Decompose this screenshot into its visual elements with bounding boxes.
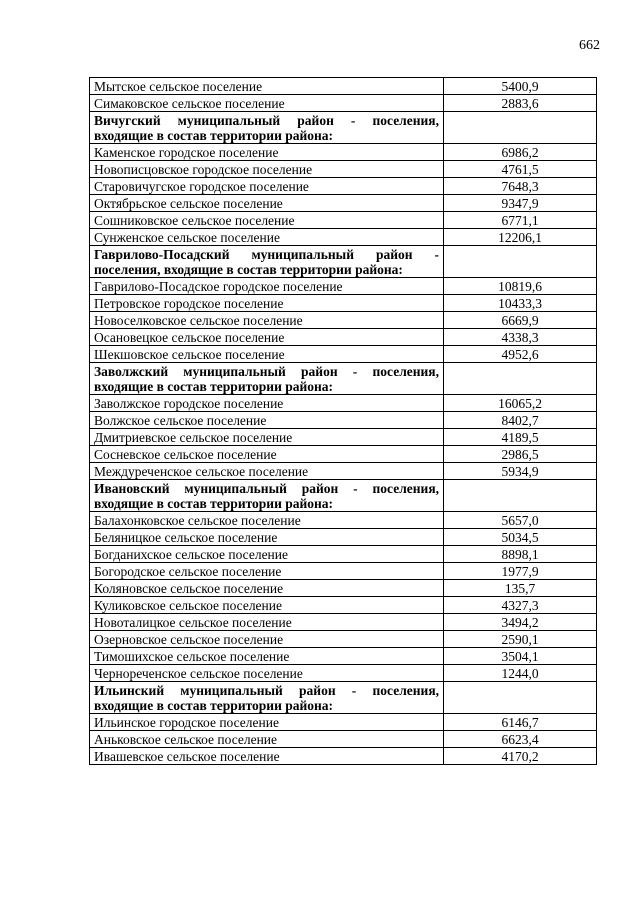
table-row (90, 329, 597, 346)
table-row (90, 278, 597, 295)
district-header-cell: Заволжский муниципальный район - поселения, входящие в состав территории района: (90, 363, 444, 395)
table-row (90, 731, 597, 748)
table-row (90, 412, 597, 429)
settlement-name-cell: Волжское сельское поселение (90, 412, 444, 429)
settlement-name-cell: Аньковское сельское поселение (90, 731, 444, 748)
settlement-name-cell: Чернореченское сельское поселение (90, 665, 444, 682)
table-row (90, 463, 597, 480)
table-row (90, 178, 597, 195)
table-row (90, 631, 597, 648)
district-header-row (90, 480, 597, 512)
table-row (90, 346, 597, 363)
table-row (90, 295, 597, 312)
table-row (90, 429, 597, 446)
value-cell: 3494,2 (444, 614, 597, 631)
table-row (90, 212, 597, 229)
settlement-name-cell: Новописцовское городское поселение (90, 161, 444, 178)
settlement-name-cell: Симаковское сельское поселение (90, 95, 444, 112)
value-cell (444, 246, 597, 278)
value-cell: 3504,1 (444, 648, 597, 665)
settlement-name-cell: Сосневское сельское поселение (90, 446, 444, 463)
table-row (90, 614, 597, 631)
settlement-name-cell: Беляницкое сельское поселение (90, 529, 444, 546)
settlement-name-cell: Богородское сельское поселение (90, 563, 444, 580)
table-row (90, 714, 597, 731)
settlement-name-cell: Озерновское сельское поселение (90, 631, 444, 648)
value-cell (444, 682, 597, 714)
value-cell: 4189,5 (444, 429, 597, 446)
settlement-name-cell: Сошниковское сельское поселение (90, 212, 444, 229)
settlement-name-cell: Богданихское сельское поселение (90, 546, 444, 563)
settlement-name-cell: Балахонковское сельское поселение (90, 512, 444, 529)
value-cell: 5034,5 (444, 529, 597, 546)
settlement-name-cell: Коляновское сельское поселение (90, 580, 444, 597)
settlement-name-cell: Сунженское сельское поселение (90, 229, 444, 246)
settlement-name-cell: Шекшовское сельское поселение (90, 346, 444, 363)
table-row (90, 563, 597, 580)
value-cell: 5934,9 (444, 463, 597, 480)
table-row (90, 144, 597, 161)
value-cell: 6669,9 (444, 312, 597, 329)
settlement-name-cell: Мытское сельское поселение (90, 78, 444, 95)
table-row (90, 446, 597, 463)
value-cell: 6986,2 (444, 144, 597, 161)
value-cell: 1977,9 (444, 563, 597, 580)
settlement-name-cell: Ивашевское сельское поселение (90, 748, 444, 765)
value-cell: 135,7 (444, 580, 597, 597)
district-header-row (90, 363, 597, 395)
value-cell: 8402,7 (444, 412, 597, 429)
table-row (90, 95, 597, 112)
value-cell: 1244,0 (444, 665, 597, 682)
settlement-name-cell: Междуреченское сельское поселение (90, 463, 444, 480)
table-body (90, 78, 597, 765)
settlement-name-cell: Старовичугское городское поселение (90, 178, 444, 195)
district-header-row (90, 682, 597, 714)
value-cell: 4170,2 (444, 748, 597, 765)
table-row (90, 161, 597, 178)
district-header-row (90, 246, 597, 278)
table-row (90, 395, 597, 412)
settlement-name-cell: Ильинское городское поселение (90, 714, 444, 731)
settlement-name-cell: Осановецкое сельское поселение (90, 329, 444, 346)
table-row (90, 229, 597, 246)
settlement-name-cell: Тимошихское сельское поселение (90, 648, 444, 665)
table-row (90, 580, 597, 597)
value-cell: 2883,6 (444, 95, 597, 112)
value-cell (444, 363, 597, 395)
settlement-name-cell: Каменское городское поселение (90, 144, 444, 161)
value-cell (444, 112, 597, 144)
table-row (90, 665, 597, 682)
value-cell: 12206,1 (444, 229, 597, 246)
settlement-name-cell: Дмитриевское сельское поселение (90, 429, 444, 446)
district-header-cell: Вичугский муниципальный район - поселения, входящие в состав территории района: (90, 112, 444, 144)
district-header-cell: Ильинский муниципальный район - поселения, входящие в состав территории района: (90, 682, 444, 714)
district-header-row (90, 112, 597, 144)
settlement-name-cell: Петровское городское поселение (90, 295, 444, 312)
table-row (90, 597, 597, 614)
value-cell: 16065,2 (444, 395, 597, 412)
value-cell: 4761,5 (444, 161, 597, 178)
settlement-name-cell: Куликовское сельское поселение (90, 597, 444, 614)
value-cell: 6146,7 (444, 714, 597, 731)
value-cell: 7648,3 (444, 178, 597, 195)
value-cell: 2590,1 (444, 631, 597, 648)
value-cell: 8898,1 (444, 546, 597, 563)
value-cell: 5657,0 (444, 512, 597, 529)
value-cell: 10819,6 (444, 278, 597, 295)
page-number: 662 (579, 38, 600, 53)
table-row (90, 195, 597, 212)
value-cell: 5400,9 (444, 78, 597, 95)
value-cell: 4327,3 (444, 597, 597, 614)
value-cell: 9347,9 (444, 195, 597, 212)
settlement-name-cell: Новоселковское сельское поселение (90, 312, 444, 329)
value-cell: 6623,4 (444, 731, 597, 748)
value-cell: 2986,5 (444, 446, 597, 463)
settlement-name-cell: Гаврилово-Посадское городское поселение (90, 278, 444, 295)
value-cell: 10433,3 (444, 295, 597, 312)
settlements-table (89, 77, 597, 765)
district-header-cell: Ивановский муниципальный район - поселения, входящие в состав территории района: (90, 480, 444, 512)
district-header-cell: Гаврилово-Посадский муниципальный район - поселения, входящие в состав территории района: (90, 246, 444, 278)
table-row (90, 648, 597, 665)
value-cell: 6771,1 (444, 212, 597, 229)
table-row (90, 529, 597, 546)
value-cell: 4338,3 (444, 329, 597, 346)
table-row (90, 546, 597, 563)
table-row (90, 748, 597, 765)
value-cell (444, 480, 597, 512)
value-cell: 4952,6 (444, 346, 597, 363)
table-row (90, 78, 597, 95)
table-row (90, 512, 597, 529)
settlement-name-cell: Новоталицкое сельское поселение (90, 614, 444, 631)
settlement-name-cell: Октябрьское сельское поселение (90, 195, 444, 212)
table-row (90, 312, 597, 329)
settlement-name-cell: Заволжское городское поселение (90, 395, 444, 412)
